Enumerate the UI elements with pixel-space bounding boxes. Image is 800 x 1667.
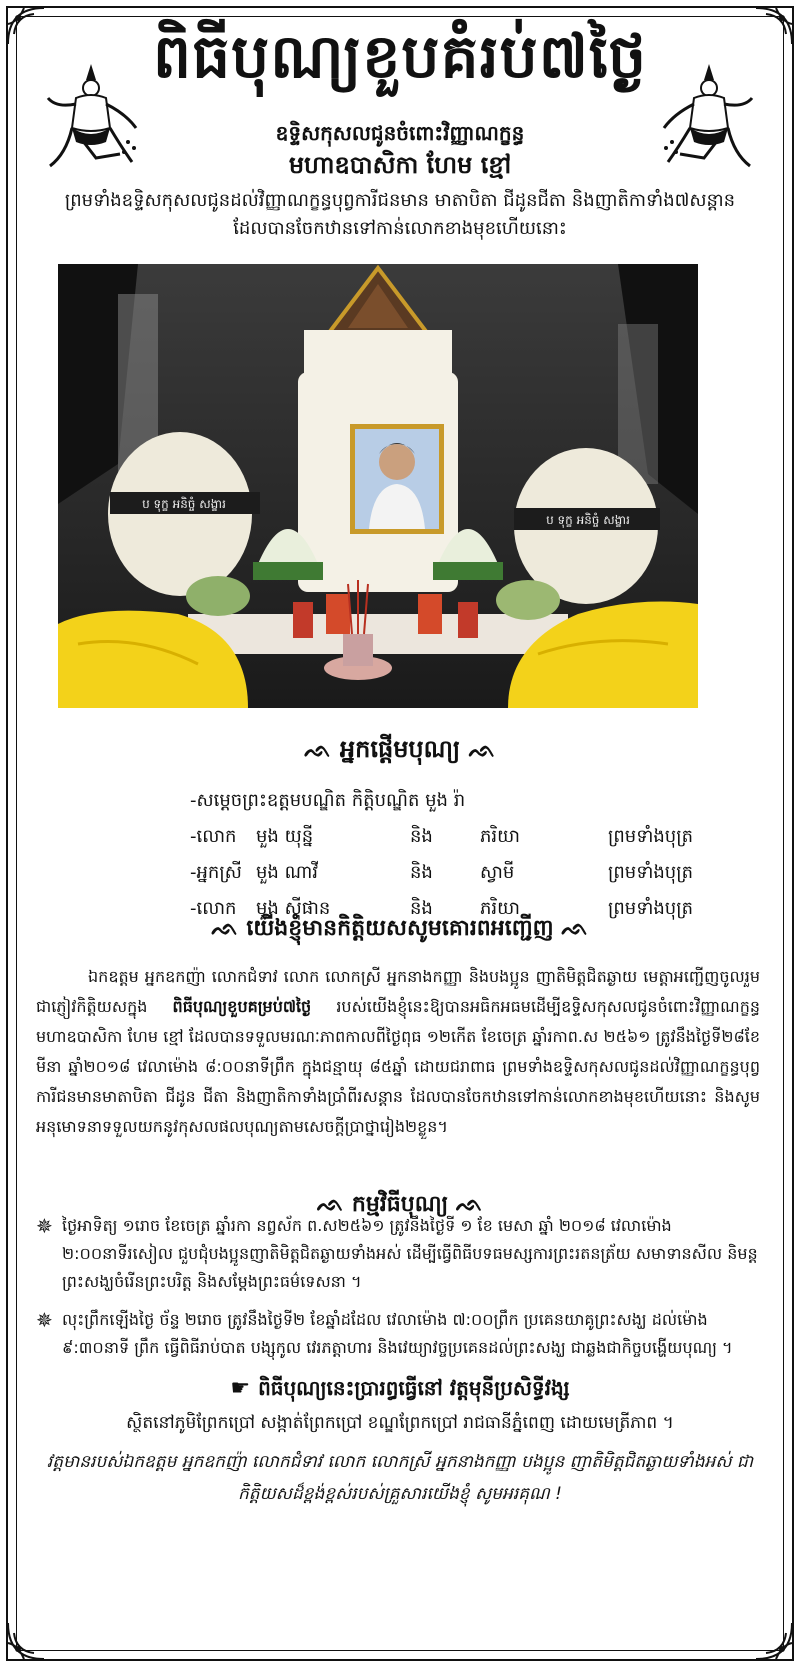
host-row: -អ្នកស្រី មួង ណាវី និង ស្វាមី ព្រមទាំងបុត្រ (190, 862, 693, 883)
lotus-ornament-icon: ᨒ (304, 738, 332, 763)
program-event-2: ✵ លុះព្រឹកឡើងថ្ងៃ ច័ន្ទ ២រោច ត្រូវនឹងថ្ងៃទី២ ខែឆ្នាំដដែល វេលាម៉ោង ៧:០០ព្រឹក ប្រគេនយាគូព្រះសង្ឃ ដល់ម៉ោង ៩:៣០នាទី ព្រឹក ធ្វើពិធីរាប់បាត បង្សុកូល វេរភត្តាហារ និងវេយ្យាវច្ចប្រគេនដល់ព្រះសង្ឃ ជាឆ្លងជាកិច្ចបង្ហើយបុណ្យ ។ (36, 1308, 733, 1357)
lotus-ornament-icon: ᨒ (468, 738, 496, 763)
program-section-title: ᨒ កម្មវិធីបុណ្យ ᨒ (316, 1192, 484, 1217)
invitation-paragraph: ឯកឧត្តម អ្នកឧកញ៉ា លោកជំទាវ លោក លោកស្រី អ្នកនាងកញ្ញា និងបងប្អូន ញាតិមិត្តជិតឆ្ងាយ មេត្តាអញ្ជើញចូលរួមជាភ្ញៀវកិត្តិយសក្នុង ពិធីបុណ្យខួបគម្រប់៧ថ្ងៃ របស់យើងខ្ញុំនេះឱ្យបានអធិកអធមដើម្បីឧទ្ទិសកុសលជូនចំពោះវិញ្ញាណក្ខន្ធមហាឧបាសិកា ហែម ខ្មៅ ដែលបានទទួលមរណៈភាពកាលពីថ្ងៃពុធ ១២កើត ខែចេត្រ ឆ្នាំរកាព.ស ២៥៦១ ត្រូវនឹងថ្ងៃទី២៨ខែមីនា ឆ្នាំ២០១៨ វេលាម៉ោង ៨:០០នាទីព្រឹក ក្នុងជន្មាយុ ៨៥ឆ្នាំ ដោយជរាពាធ ព្រមទាំងឧទ្ទិសកុសលជូនដល់វិញ្ញាណក្ខន្ធបុព្វការីជនមានមាតាបិតា ជីដូន ជីតា និងញាតិកាទាំងប្រាំពីរសន្តាន ដែលបានចែកឋានទៅកាន់លោកខាងមុខហើយនោះ និងសូមអនុមោទនាទទួលយកនូវកុសលផលបុណ្យតាមសេចក្តីប្រាថ្នារៀង២ខ្លួន។ (36, 967, 760, 1136)
memorial-altar-photo (58, 264, 698, 708)
host-row: -លោក មួង ស៊ីផាន និង ភរិយា ព្រមទាំងបុត្រ (190, 898, 693, 919)
hosts-list (190, 788, 710, 932)
star-icon: ✵ (36, 1308, 53, 1332)
hosts-section-title: ᨒ អ្នកផ្តើមបុណ្យ ᨒ (304, 735, 496, 763)
lotus-ornament-icon: ᨒ (316, 1192, 345, 1217)
venue-address: ស្ថិតនៅភូមិព្រែកប្រៅ សង្កាត់ព្រែកប្រៅ ខណ្ឌព្រែកប្រៅ រាជធានីភ្នំពេញ ដោយមេត្រីភាព ។ (126, 1413, 674, 1433)
lotus-ornament-icon: ᨒ (561, 916, 589, 941)
ancestors-dedication-line: ព្រមទាំងឧទ្ទិសកុសលជូនដល់វិញ្ញាណក្ខន្ធបុព្វការីជនមាន មាតាបិតា ជីដូនជីតា និងញាតិកាទាំង៧សន្តាន (64, 190, 736, 211)
ceremony-name: ពិធីបុណ្យខួបគម្រប់៧ថ្ងៃ (172, 997, 312, 1016)
program-event-1: ✵ ថ្ងៃអាទិត្យ ១រោច ខែចេត្រ ឆ្នាំរកា នព្វស័ក ព.ស២៥៦១ ត្រូវនឹងថ្ងៃទី ១ ខែ មេសា ឆ្នាំ ២០១៨ វេលាម៉ោង ២:០០នាទីរសៀល ជួបជុំបងប្អូនញាតិមិត្តជិតឆ្ងាយទាំងអស់ ដើម្បីធ្វើពិធីបទធមស្សការព្រះរតនត្រ័យ សមាទានសីល និមន្តព្រះសង្ឃចំរើនព្រះបរិត្ត និងសម្តែងព្រះធម៌ទេសនា ។ (36, 1214, 758, 1291)
corner-ornament-icon (752, 1619, 796, 1663)
thanks-note: វត្តមានរបស់ឯកឧត្តម អ្នកឧកញ៉ា លោកជំទាវ លោក លោកស្រី អ្នកនាងកញ្ញា បងប្អូន ញាតិមិត្តជិតឆ្ងាយទាំងអស់ ជាកិត្តិយសដ៏ខ្ពង់ខ្ពស់របស់គ្រួសារយើងខ្ញុំ សូមអរគុណ ! (46, 1452, 754, 1504)
corner-ornament-icon (4, 1619, 48, 1663)
venue-line: ☛ ពិធីបុណ្យនេះប្រារព្ធធ្វើនៅ វត្តមុនីប្រសិទ្ធីវង្ស (230, 1376, 570, 1401)
invitation-section-title: ᨒ យើងខ្ញុំមានកិត្តិយសសូមគោរពអញ្ជើញ ᨒ (211, 916, 589, 941)
wreath-ribbon-text: ប ទុក្ខ អនិច្ចំ សង្ខារ (142, 497, 226, 511)
star-icon: ✵ (36, 1214, 53, 1238)
pointing-hand-icon: ☛ (230, 1376, 251, 1401)
corner-ornament-icon (4, 4, 48, 48)
altar-scene (58, 264, 698, 708)
page-title: ពិធីបុណ្យខួបគំរប់៧ថ្ងៃ (152, 22, 648, 92)
host-row: -លោក មួង យុន្នី និង ភរិយា ព្រមទាំងបុត្រ (190, 826, 693, 847)
lotus-ornament-icon: ᨒ (455, 1192, 484, 1217)
ancestors-dedication-line-2: ដែលបានចែកឋានទៅកាន់លោកខាងមុខហើយនោះ (233, 218, 567, 239)
wreath-ribbon-text: ប ទុក្ខ អនិច្ចំ សង្ខារ (546, 513, 630, 527)
dedication-line: ឧទ្ទិសកុសលជូនចំពោះវិញ្ញាណក្ខន្ធ (275, 121, 525, 145)
lotus-ornament-icon: ᨒ (211, 916, 239, 941)
deceased-name: មហាឧបាសិកា ហែម ខ្មៅ (288, 151, 512, 179)
corner-ornament-icon (752, 4, 796, 48)
host-row: -សម្តេចព្រះឧត្តមបណ្ឌិត កិត្តិបណ្ឌិត មួង រ៉ា (190, 790, 466, 811)
